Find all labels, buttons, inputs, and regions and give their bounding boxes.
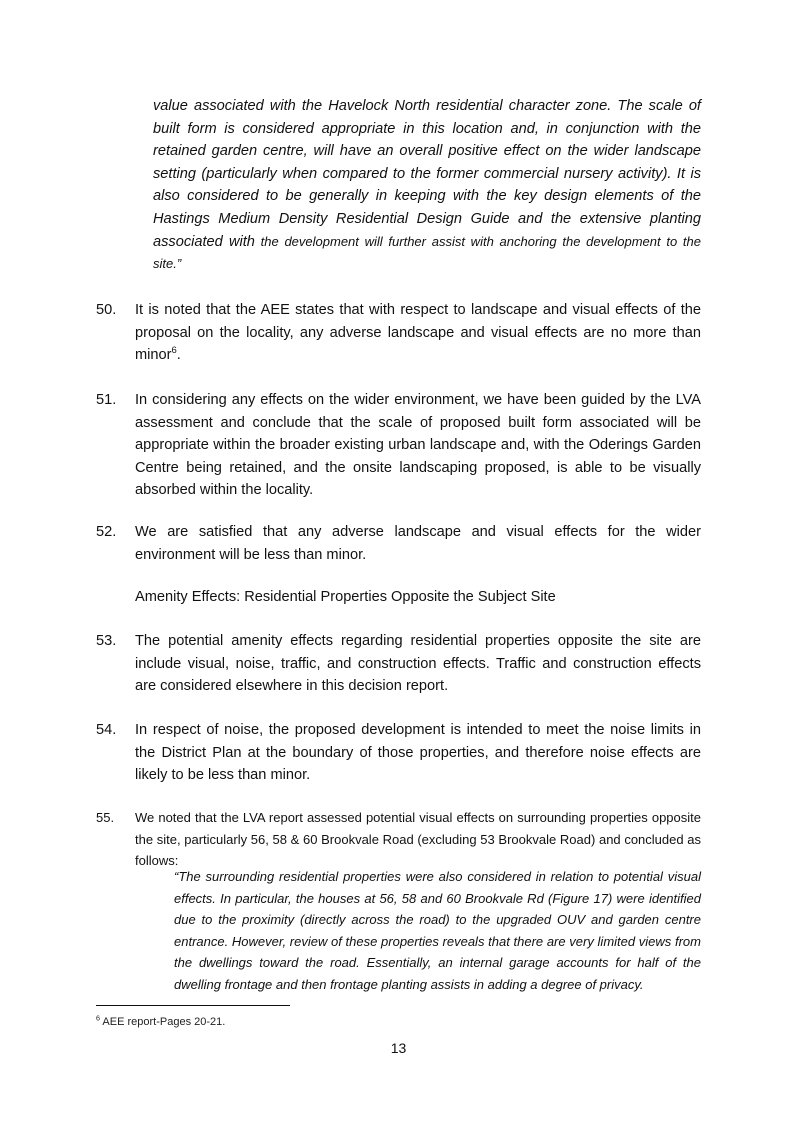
footnote-number: 6 — [96, 1014, 100, 1023]
quote-bottom: “The surrounding residential properties were also considered in relation to potential visual effects. In particular, the houses at 56, 58 and 60 Brookvale Rd (Figure 17) were identified due to the proximity (directly across the road) to the upgraded OUV and garden centre entrance. However, review of these properties reveals that there are very limited views from the dwellings toward the road. Essentially, an internal garage accounts for half of the dwelling frontage and then frontage planting assists in adding a degree of privacy. — [174, 869, 701, 992]
paragraph-text: The potential amenity effects regarding residential properties opposite the site are include visual, noise, traffic, and construction effects. Traffic and construction effects are considered elsewhere in this decision report. — [135, 633, 701, 695]
paragraph-text: In respect of noise, the proposed development is intended to meet the noise limits in the District Plan at the boundary of those properties, and therefore noise effects are likely to be less than minor. — [135, 722, 701, 784]
paragraph-text: We noted that the LVA report assessed potential visual effects on surrounding properties opposite the site, particularly 56, 58 & 60 Brookvale Road (excluding 53 Brookvale Road) and concluded as follows: — [135, 810, 701, 869]
footnote-text: AEE report-Pages 20-21. — [99, 1016, 226, 1028]
paragraph-55 — [96, 807, 701, 872]
paragraph-53 — [96, 630, 701, 698]
footnote-divider — [96, 1005, 290, 1006]
paragraph-text: It is noted that the AEE states that with respect to landscape and visual effects of the proposal on the locality, any adverse landscape and visual effects are no more than minor — [135, 302, 701, 364]
footnote-reference: 6 — [171, 345, 177, 357]
paragraph-suffix: . — [176, 347, 181, 364]
paragraph-number: 53. — [96, 633, 117, 649]
quote-top-main: value associated with the Havelock North residential character zone. The scale of built form is considered appropriate in this location and, in conjunction with the retained garden centre, will have an overall positive effect on the wider landscape setting (particularly when compared to the former commercial nursery activity). It is also considered to be generally in keeping with the key design elements of the Hastings Medium Density Residential Design Guide and the extensive planting associated with — [153, 98, 701, 250]
quote-top-tail: the development will further assist with anchoring the development to the site.” — [153, 233, 701, 272]
paragraph-number: 55. — [96, 810, 115, 825]
paragraph-number: 52. — [96, 524, 117, 540]
paragraph-text: We are satisfied that any adverse landscape and visual effects for the wider environment will be less than minor. — [135, 524, 701, 563]
page-number: 13 — [390, 1040, 407, 1056]
paragraph-number: 51. — [96, 392, 117, 408]
paragraph-number: 50. — [96, 302, 117, 318]
paragraph-54 — [96, 719, 701, 787]
paragraph-50 — [96, 299, 701, 367]
section-heading: Amenity Effects: Residential Properties Opposite the Subject Site — [135, 589, 556, 605]
quote-top — [153, 95, 701, 276]
paragraph-text: In considering any effects on the wider environment, we have been guided by the LVA assessment and conclude that the scale of proposed built form associated will be appropriate within the broader existing urban landscape and, with the Oderings Garden Centre being retained, and the onsite landscaping proposed, is able to be visually absorbed within the locality. — [135, 392, 701, 499]
paragraph-51 — [96, 389, 701, 502]
footnote — [96, 1014, 225, 1030]
paragraph-52 — [96, 521, 701, 566]
paragraph-number: 54. — [96, 722, 117, 738]
